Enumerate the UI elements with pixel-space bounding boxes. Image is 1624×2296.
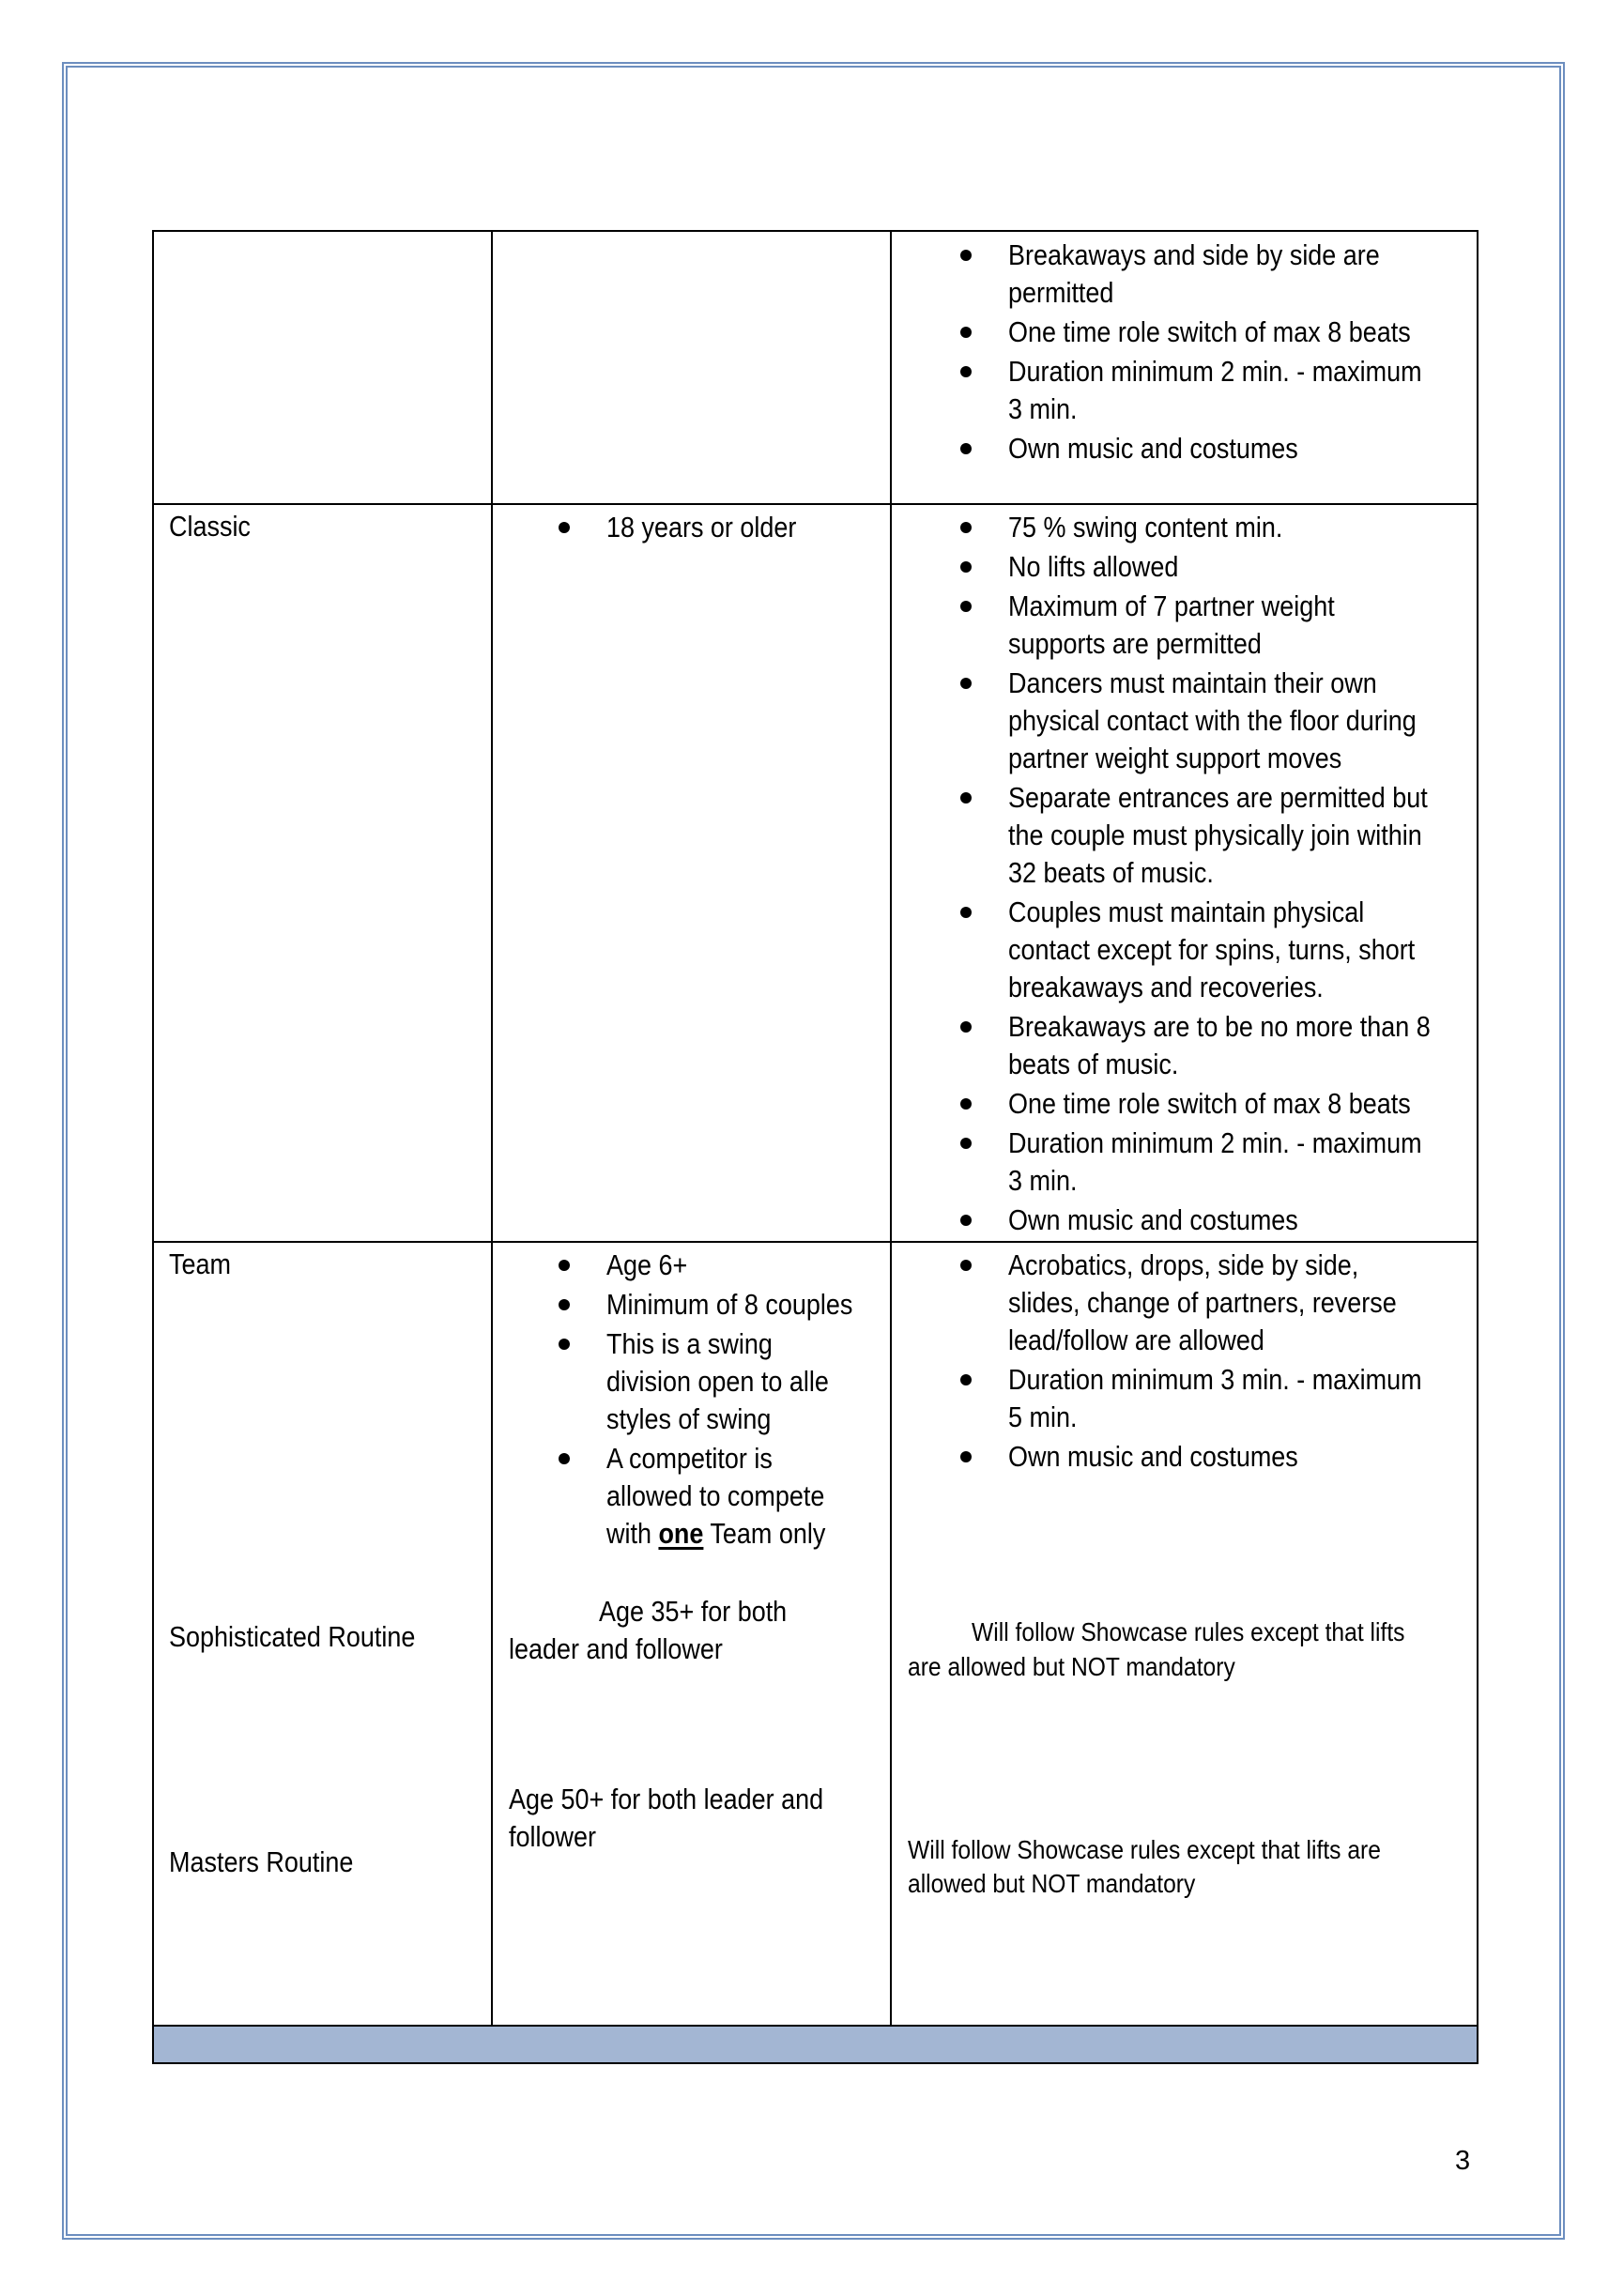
table-footer-band xyxy=(152,2025,1478,2064)
rule-text: One time role switch of max 8 beats xyxy=(1008,315,1411,348)
rule-text: slides, change of partners, reverse xyxy=(1008,1286,1397,1319)
bullet-icon xyxy=(559,522,570,533)
rules-cell xyxy=(890,1243,1478,2025)
rule-text: 3 min. xyxy=(1008,1164,1078,1197)
rule-text: 5 min. xyxy=(1008,1401,1078,1433)
requirement-text: styles of swing xyxy=(606,1402,772,1435)
requirement-text: This is a swing xyxy=(606,1327,773,1360)
bullet-icon xyxy=(960,327,972,338)
rule-text: Duration minimum 3 min. - maximum xyxy=(1008,1363,1422,1396)
rule-text: Duration minimum 2 min. - maximum xyxy=(1008,355,1422,388)
masters-requirement: follower xyxy=(509,1820,596,1853)
table-row-team xyxy=(152,1241,1478,2025)
bullet-icon xyxy=(960,1098,972,1110)
rule-text: Separate entrances are permitted but xyxy=(1008,781,1428,814)
division-label-masters: Masters Routine xyxy=(169,1845,354,1878)
rules-cell xyxy=(890,232,1478,503)
sophisticated-rule: are allowed but NOT mandatory xyxy=(908,1652,1235,1681)
requirements-cell xyxy=(491,505,890,1241)
division-cell xyxy=(152,505,491,1241)
rule-text: Own music and costumes xyxy=(1008,1440,1298,1473)
requirement-text: 18 years or older xyxy=(606,511,797,543)
division-cell xyxy=(152,1243,491,2025)
rule-text: Dancers must maintain their own xyxy=(1008,666,1377,699)
requirement-text: Minimum of 8 couples xyxy=(606,1288,853,1321)
rule-text: Couples must maintain physical xyxy=(1008,895,1365,928)
bullet-icon xyxy=(960,792,972,804)
requirement-text: division open to alle xyxy=(606,1365,829,1398)
rule-text: the couple must physically join within xyxy=(1008,819,1422,851)
rule-text: partner weight support moves xyxy=(1008,742,1342,774)
bullet-icon xyxy=(960,366,972,377)
rule-text: Own music and costumes xyxy=(1008,1203,1298,1236)
rule-text: breakaways and recoveries. xyxy=(1008,971,1324,1003)
rule-text: Duration minimum 2 min. - maximum xyxy=(1008,1126,1422,1159)
table-row-continuation xyxy=(152,230,1478,503)
requirements-cell xyxy=(491,1243,890,2025)
rule-text: Maximum of 7 partner weight xyxy=(1008,589,1335,622)
rule-text: beats of music. xyxy=(1008,1048,1179,1080)
bullet-icon xyxy=(559,1260,570,1271)
rule-text: 3 min. xyxy=(1008,392,1078,425)
table-row-classic xyxy=(152,503,1478,1241)
bullet-icon xyxy=(960,522,972,533)
rule-text: 75 % swing content min. xyxy=(1008,511,1283,543)
division-label: Classic xyxy=(169,510,251,543)
rule-text: 32 beats of music. xyxy=(1008,856,1214,889)
division-label-sophisticated: Sophisticated Routine xyxy=(169,1620,416,1653)
bullet-icon xyxy=(960,250,972,261)
bullet-icon xyxy=(960,443,972,454)
bullet-icon xyxy=(960,1374,972,1385)
bullet-icon xyxy=(960,1451,972,1462)
sophisticated-rule: Will follow Showcase rules except that lifts xyxy=(972,1617,1405,1646)
emphasis-one: one xyxy=(658,1517,704,1550)
rule-text: supports are permitted xyxy=(1008,627,1262,660)
rule-text: Breakaways and side by side are xyxy=(1008,238,1380,271)
text-after: Team only xyxy=(703,1517,826,1550)
requirements-cell xyxy=(491,232,890,503)
rule-text: No lifts allowed xyxy=(1008,550,1179,583)
division-label-team: Team xyxy=(169,1247,231,1280)
rule-text: physical contact with the floor during xyxy=(1008,704,1417,737)
rule-text: permitted xyxy=(1008,276,1114,309)
rule-text: Acrobatics, drops, side by side, xyxy=(1008,1248,1359,1281)
rule-text: One time role switch of max 8 beats xyxy=(1008,1087,1411,1120)
text-before: with xyxy=(606,1517,659,1550)
bullet-icon xyxy=(960,1138,972,1149)
rule-text: contact except for spins, turns, short xyxy=(1008,933,1416,966)
bullet-icon xyxy=(960,601,972,612)
rule-text: lead/follow are allowed xyxy=(1008,1324,1264,1356)
bullet-icon xyxy=(960,1215,972,1226)
bullet-icon xyxy=(960,1260,972,1271)
requirement-text: allowed to compete xyxy=(606,1479,825,1512)
masters-requirement: Age 50+ for both leader and xyxy=(509,1783,824,1815)
rules-cell xyxy=(890,505,1478,1241)
page-number: 3 xyxy=(1455,2146,1471,2176)
masters-rule: Will follow Showcase rules except that lifts are xyxy=(908,1835,1381,1864)
bullet-icon xyxy=(960,907,972,918)
requirement-text: Age 6+ xyxy=(606,1248,688,1281)
rule-text: Breakaways are to be no more than 8 xyxy=(1008,1010,1431,1043)
sophisticated-requirement: Age 35+ for both xyxy=(599,1595,788,1628)
masters-rule: allowed but NOT mandatory xyxy=(908,1869,1196,1898)
division-cell xyxy=(152,232,491,503)
bullet-icon xyxy=(559,1339,570,1350)
bullet-icon xyxy=(960,1021,972,1033)
rule-text: Own music and costumes xyxy=(1008,432,1298,465)
requirement-text: A competitor is xyxy=(606,1442,773,1475)
bullet-icon xyxy=(559,1453,570,1464)
bullet-icon xyxy=(559,1299,570,1310)
bullet-icon xyxy=(960,678,972,689)
sophisticated-requirement: leader and follower xyxy=(509,1632,723,1665)
bullet-icon xyxy=(960,561,972,573)
requirement-text xyxy=(606,1515,825,1553)
